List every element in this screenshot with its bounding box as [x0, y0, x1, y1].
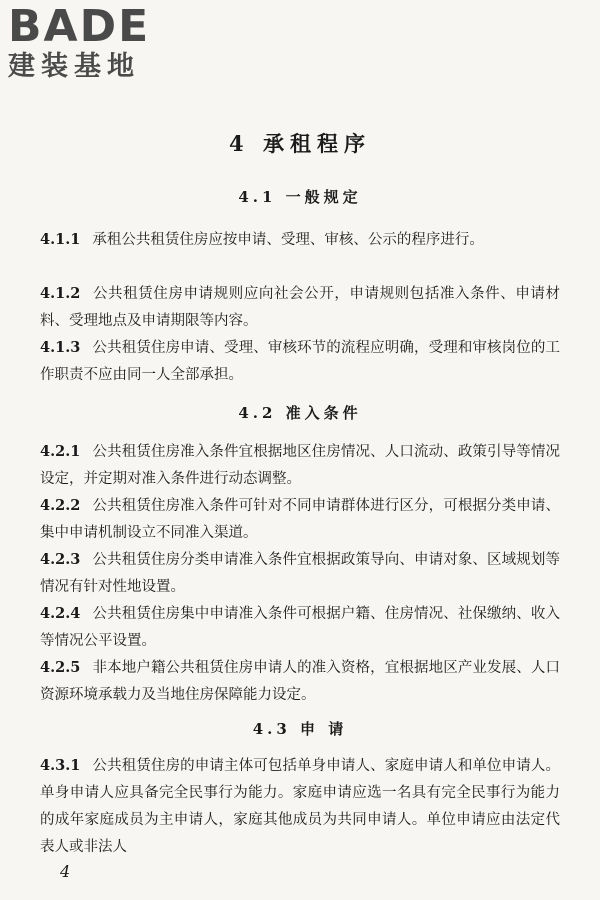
clause-4-2-1 [40, 438, 560, 493]
clause-4-2-3 [40, 546, 560, 601]
clause-number: 4.1.1 [40, 231, 81, 248]
logo [8, 1, 178, 82]
clause-4-1-3 [40, 334, 560, 389]
logo-wordmark: BADE [8, 1, 151, 52]
section-title-4-2: 4.2 准入条件 [238, 404, 362, 422]
chapter-title: 4 承租程序 [229, 131, 371, 156]
clause-text: 公共租赁住房分类申请准入条件宜根据政策导向、申请对象、区域规划等情况有针对性地设置。 [40, 552, 560, 595]
clause-4-3-1 [40, 752, 560, 861]
clause-4-2-4 [40, 600, 560, 655]
clause-text: 公共租赁住房准入条件可针对不同申请群体进行区分，可根据分类申请、集中申请机制设立不同准入渠道。 [40, 498, 560, 541]
clause-4-1-2 [40, 280, 560, 335]
logo-subtitle: 建装基地 [8, 51, 140, 82]
clause-number: 4.2.5 [40, 659, 81, 676]
clause-text: 公共租赁住房集中申请准入条件可根据户籍、住房情况、社保缴纳、收入等情况公平设置。 [40, 606, 560, 649]
clause-number: 4.2.1 [40, 443, 81, 460]
clause-4-2-5 [40, 654, 560, 709]
clause-text: 公共租赁住房准入条件宜根据地区住房情况、人口流动、政策引导等情况设定，并定期对准入条件进行动态调整。 [40, 444, 560, 487]
clause-text: 公共租赁住房的申请主体可包括单身申请人、家庭申请人和单位申请人。单身申请人应具备完全民事行为能力。家庭申请应选一名具有完全民事行为能力的成年家庭成员为主申请人，家庭其他成员为共同申请人。单位申请应由法定代表人或非法人 [40, 758, 560, 855]
clause-number: 4.1.3 [40, 339, 81, 356]
clause-text: 公共租赁住房申请、受理、审核环节的流程应明确，受理和审核岗位的工作职责不应由同一人全部承担。 [40, 340, 560, 383]
clause-number: 4.3.1 [40, 757, 81, 774]
page-number: 4 [60, 862, 71, 881]
clause-text: 非本地户籍公共租赁住房申请人的准入资格，宜根据地区产业发展、人口资源环境承载力及当地住房保障能力设定。 [40, 660, 560, 703]
clause-4-2-2 [40, 492, 560, 547]
clause-number: 4.2.2 [40, 497, 81, 514]
clause-number: 4.2.3 [40, 551, 81, 568]
clause-number: 4.1.2 [40, 285, 81, 302]
section-title-4-1: 4.1 一般规定 [238, 188, 362, 206]
clause-number: 4.2.4 [40, 605, 81, 622]
clause-text: 承租公共租赁住房应按申请、受理、审核、公示的程序进行。 [92, 232, 484, 248]
clause-4-1-1 [40, 226, 560, 254]
clause-text: 公共租赁住房申请规则应向社会公开，申请规则包括准入条件、申请材料、受理地点及申请期限等内容。 [40, 286, 560, 329]
section-title-4-3: 4.3 申 请 [252, 720, 348, 738]
